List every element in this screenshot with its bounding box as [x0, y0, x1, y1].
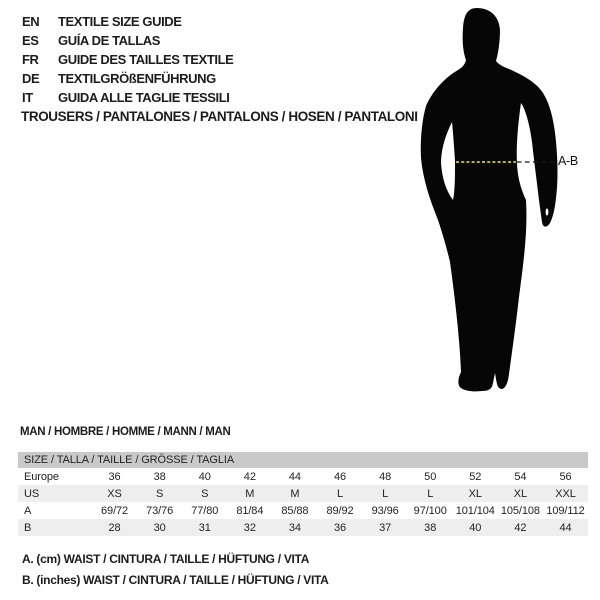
- size-value-cell: 40: [198, 470, 211, 483]
- language-row-it: [22, 88, 233, 107]
- size-value-cell: 97/100: [413, 504, 447, 517]
- row-label: Europe: [24, 470, 59, 483]
- note-a-cm: A. (cm) WAIST / CINTURA / TAILLE / HÜFTUNG / VITA: [22, 552, 310, 566]
- size-value-cell: 48: [379, 470, 392, 483]
- size-value-cell: 28: [108, 521, 121, 534]
- size-value-cell: M: [290, 487, 300, 500]
- row-label: US: [24, 487, 40, 500]
- table-row-a-cm: [18, 502, 588, 519]
- size-value-cell: 42: [243, 470, 256, 483]
- size-figure: [410, 0, 600, 400]
- size-value-cell: 36: [333, 521, 347, 534]
- size-table-header: SIZE / TALLA / TAILLE / GRÖSSE / TAGLIA: [18, 452, 588, 468]
- language-block: [22, 12, 233, 107]
- size-value-cell: 42: [514, 521, 527, 534]
- row-label: A: [24, 504, 32, 517]
- language-row-en: [22, 12, 233, 31]
- language-code: IT: [22, 90, 33, 105]
- size-value-cell: 36: [108, 470, 121, 483]
- size-value-cell: M: [245, 487, 255, 500]
- size-value-cell: 101/104: [455, 504, 495, 517]
- size-value-cell: 77/80: [191, 504, 219, 517]
- size-value-cell: 52: [469, 470, 482, 483]
- language-label: GUIDE DES TAILLES TEXTILE: [58, 52, 234, 67]
- measure-label-ab: A-B: [558, 154, 578, 168]
- size-value-cell: S: [156, 487, 164, 500]
- size-value-cell: S: [201, 487, 209, 500]
- size-value-cell: 34: [288, 521, 301, 534]
- size-value-cell: 44: [288, 470, 301, 483]
- size-value-cell: L: [337, 487, 344, 500]
- size-value-cell: XXL: [555, 487, 576, 500]
- size-value-cell: 46: [333, 470, 347, 483]
- size-value-cell: 105/108: [500, 504, 540, 517]
- hand-highlight: [546, 208, 549, 215]
- size-value-cell: 69/72: [101, 504, 129, 517]
- size-value-cell: 50: [424, 470, 437, 483]
- language-label: GUIDA ALLE TAGLIE TESSILI: [58, 90, 230, 105]
- language-row-es: [22, 31, 233, 50]
- language-code: EN: [22, 14, 40, 29]
- category-title: TROUSERS / PANTALONES / PANTALONS / HOSEN / PANTALONI: [21, 109, 418, 124]
- section-title-man: MAN / HOMBRE / HOMME / MANN / MAN: [20, 426, 231, 438]
- language-code: FR: [22, 52, 39, 67]
- size-value-cell: 31: [198, 521, 211, 534]
- size-value-cell: L: [427, 487, 434, 500]
- size-value-cell: 30: [153, 521, 166, 534]
- size-value-cell: 85/88: [281, 504, 309, 517]
- size-value-cell: 109/112: [546, 504, 585, 517]
- size-value-cell: 32: [243, 521, 256, 534]
- note-b-inches: B. (inches) WAIST / CINTURA / TAILLE / HÜFTUNG / VITA: [22, 573, 329, 587]
- man-silhouette: [421, 8, 558, 391]
- size-value-cell: L: [382, 487, 389, 500]
- language-row-fr: [22, 50, 233, 69]
- size-value-cell: XL: [513, 487, 528, 500]
- table-row-us: [18, 485, 588, 502]
- size-value-cell: 89/92: [326, 504, 354, 517]
- row-label: B: [24, 521, 32, 534]
- size-table: [18, 452, 588, 536]
- footnotes: [22, 549, 329, 591]
- size-value-cell: 38: [424, 521, 437, 534]
- size-value-cell: 56: [559, 470, 572, 483]
- man-silhouette-figure: [410, 0, 600, 400]
- language-row-de: [22, 69, 233, 88]
- table-row-b-inches: [18, 519, 588, 536]
- size-value-cell: 38: [153, 470, 166, 483]
- size-value-cell: 40: [469, 521, 482, 534]
- table-row-europe: [18, 468, 588, 485]
- size-value-cell: 81/84: [236, 504, 264, 517]
- language-code: DE: [22, 71, 40, 86]
- size-value-cell: XS: [107, 487, 122, 500]
- language-label: TEXTILGRÖßENFÜHRUNG: [58, 71, 216, 86]
- size-value-cell: 93/96: [371, 504, 399, 517]
- size-value-cell: 44: [559, 521, 572, 534]
- language-label: GUÍA DE TALLAS: [58, 33, 161, 48]
- size-value-cell: 73/76: [146, 504, 174, 517]
- size-value-cell: 54: [514, 470, 527, 483]
- language-label: TEXTILE SIZE GUIDE: [58, 14, 182, 29]
- size-value-cell: 37: [379, 521, 392, 534]
- size-value-cell: XL: [468, 487, 482, 500]
- language-code: ES: [22, 33, 39, 48]
